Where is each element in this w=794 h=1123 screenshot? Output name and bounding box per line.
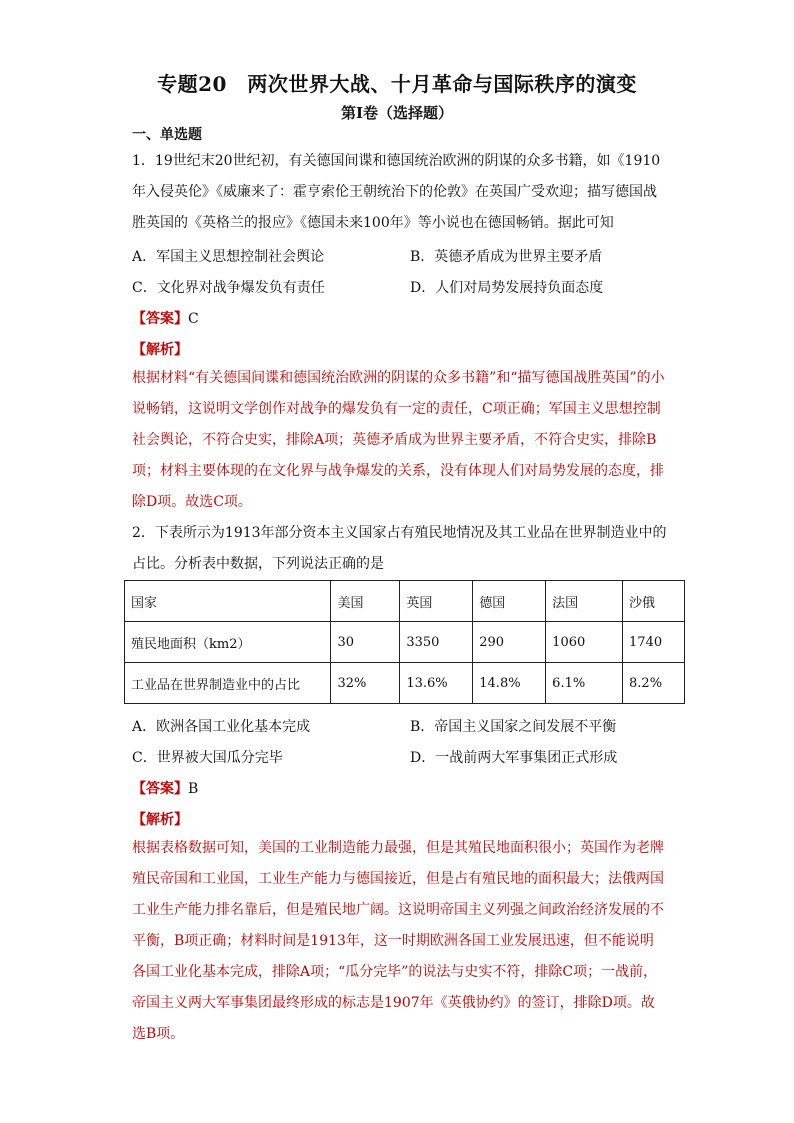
question-1-option-d[interactable]: D．人们对局势发展持负面态度 — [410, 280, 604, 296]
table-cell: 32% — [331, 663, 400, 704]
table-header-cell: 英国 — [400, 581, 473, 622]
analysis-line: 社会舆论，不符合史实，排除A项；英德矛盾成为世界主要矛盾，不符合史实，排除B — [132, 432, 657, 448]
question-2-option-a[interactable]: A．欧洲各国工业化基本完成 — [132, 719, 311, 735]
question-1-option-c[interactable]: C．文化界对战争爆发负有责任 — [132, 280, 325, 296]
analysis-line: 选B项。 — [132, 1026, 185, 1042]
analysis-line: 殖民帝国和工业国，工业生产能力与德国接近，但是占有殖民地的面积最大；法俄两国 — [132, 871, 664, 887]
question-2-line: 占比。分析表中数据，下列说法正确的是 — [132, 556, 384, 572]
table-cell: 290 — [473, 622, 546, 663]
answer-label: 【答案】 — [132, 311, 188, 327]
analysis-line: 工业生产能力排名靠后，但是殖民地广阔。这说明帝国主义列强之间政治经济发展的不 — [132, 902, 664, 918]
question-2-analysis — [132, 833, 692, 1050]
table-cell: 6.1% — [546, 663, 623, 704]
analysis-line: 根据材料“有关德国间谍和德国统治欧洲的阴谋的众多书籍”和“描写德国战胜英国”的小 — [132, 370, 665, 386]
question-1-analysis-label: 【解析】 — [132, 342, 188, 358]
analysis-line: 根据表格数据可知，美国的工业制造能力最强，但是其殖民地面积很小；英国作为老牌 — [132, 840, 664, 856]
question-2-option-c[interactable]: C．世界被大国瓜分完毕 — [132, 750, 283, 766]
table-cell: 3350 — [400, 622, 473, 663]
question-1-stem — [132, 146, 692, 239]
table-cell: 1060 — [546, 622, 623, 663]
table-header-cell: 国家 — [125, 581, 331, 622]
section-subtitle: 第I卷（选择题） — [340, 104, 454, 122]
answer-value: C — [188, 311, 199, 327]
table-header-cell: 法国 — [546, 581, 623, 622]
question-1-line: 胜英国的《英格兰的报应》《德国未来100年》等小说也在德国畅销。据此可知 — [132, 215, 614, 231]
table-row — [125, 622, 685, 663]
table-cell: 8.2% — [623, 663, 685, 704]
question-1-answer — [132, 308, 199, 328]
table-row — [125, 663, 685, 704]
question-2-option-b[interactable]: B．帝国主义国家之间发展不平衡 — [410, 719, 617, 735]
analysis-line: 说畅销，这说明文学创作对战争的爆发负有一定的责任，C项正确；军国主义思想控制 — [132, 401, 661, 417]
analysis-line: 项；材料主要体现的在文化界与战争爆发的关系，没有体现人们对局势发展的态度，排 — [132, 463, 664, 479]
table-header-cell: 沙俄 — [623, 581, 685, 622]
table-cell: 殖民地面积（km2） — [125, 622, 331, 663]
analysis-line: 各国工业化基本完成，排除A项；“瓜分完毕”的说法与史实不符，排除C项；一战前， — [132, 964, 658, 980]
table-header-row — [125, 581, 685, 622]
answer-value: B — [188, 781, 199, 797]
table-cell: 14.8% — [473, 663, 546, 704]
question-1-analysis — [132, 363, 692, 518]
question-1-line: 1．19世纪末20世纪初，有关德国间谍和德国统治欧洲的阴谋的众多书籍，如《1910 — [132, 153, 661, 169]
question-2-line: 2．下表所示为1913年部分资本主义国家占有殖民地情况及其工业品在世界制造业中的 — [132, 525, 667, 541]
colony-industry-table — [124, 580, 685, 704]
question-type-heading: 一、单选题 — [132, 127, 202, 143]
question-1-option-a[interactable]: A．军国主义思想控制社会舆论 — [132, 249, 325, 265]
answer-label: 【答案】 — [132, 781, 188, 797]
question-2-analysis-label: 【解析】 — [132, 812, 188, 828]
table-header-cell: 德国 — [473, 581, 546, 622]
table-cell: 1740 — [623, 622, 685, 663]
question-2-option-d[interactable]: D．一战前两大军事集团正式形成 — [410, 750, 618, 766]
table-header-cell: 美国 — [331, 581, 400, 622]
question-1-option-b[interactable]: B．英德矛盾成为世界主要矛盾 — [410, 249, 603, 265]
analysis-line: 帝国主义两大军事集团最终形成的标志是1907年《英俄协约》的签订，排除D项。故 — [132, 995, 655, 1011]
table-cell: 30 — [331, 622, 400, 663]
table-cell: 13.6% — [400, 663, 473, 704]
question-2-answer — [132, 778, 198, 798]
question-1-line: 年入侵英伦》《威廉来了：霍亨索伦王朝统治下的伦敦》在英国广受欢迎；描写德国战 — [132, 184, 657, 200]
analysis-line: 除D项。故选C项。 — [132, 494, 252, 510]
page-title: 专题20 两次世界大战、十月革命与国际秩序的演变 — [157, 72, 637, 96]
analysis-line: 平衡，B项正确；材料时间是1913年，这一时期欧洲各国工业发展迅速，但不能说明 — [132, 933, 654, 949]
question-2-stem — [132, 518, 692, 580]
table-cell: 工业品在世界制造业中的占比 — [125, 663, 331, 704]
